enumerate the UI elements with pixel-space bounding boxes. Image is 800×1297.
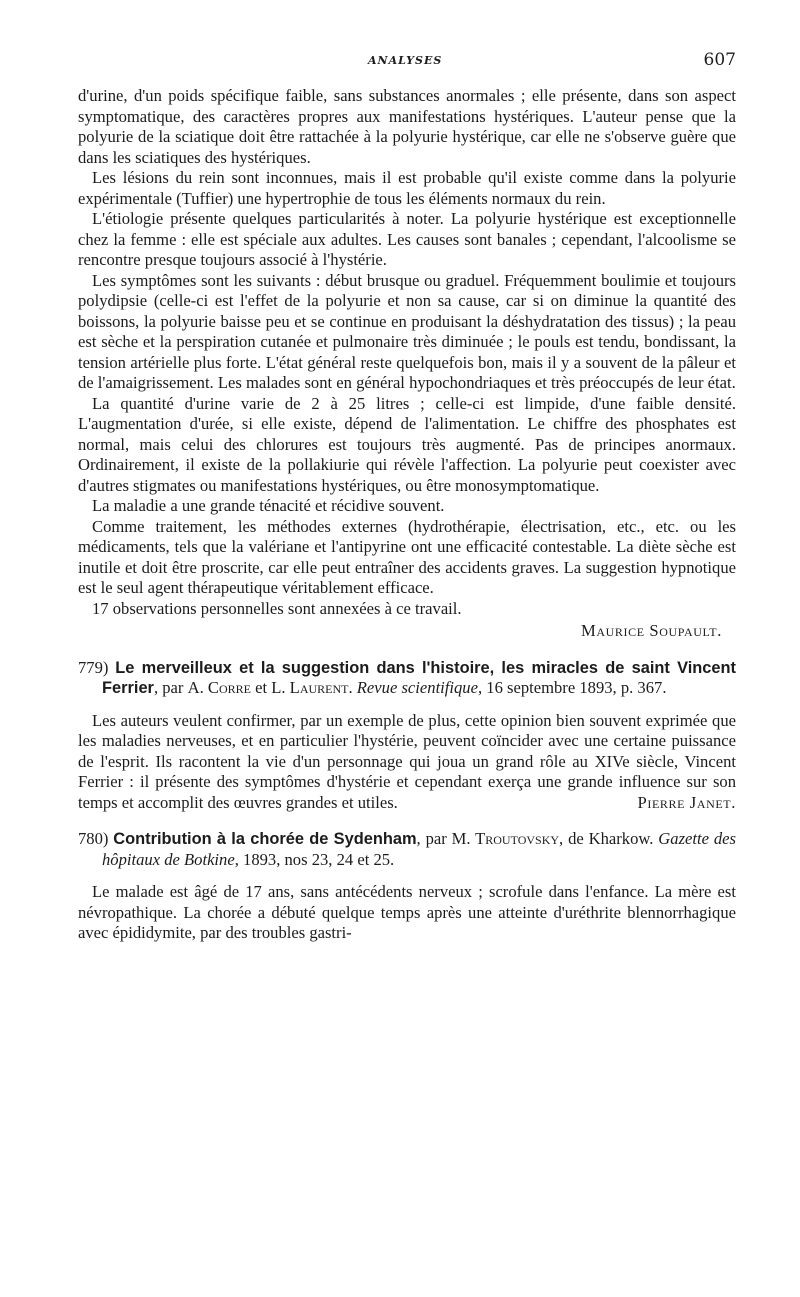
article-author: L. Laurent. (271, 678, 353, 697)
article-title: Le merveilleux et la suggestion dans l'histoire, les miracles de saint Vincent Ferrier (102, 658, 736, 697)
paragraph: Le malade est âgé de 17 ans, sans antécédents nerveux ; scrofule dans l'enfance. La mère est névropathique. La chorée a débuté quelque temps après une atteinte d'uréthrite blennorrhagique avec épididymite, par des troubles gastri- (78, 882, 736, 942)
page-number: 607 (703, 50, 736, 70)
paragraph: Les symptômes sont les suivants : début brusque ou graduel. Fréquemment boulimie et toujours polydipsie (celle-ci est l'effet de la polyurie et non sa cause, car si on diminue la quantité des boissons, la polyurie baisse peu et se continue en produisant la déshydratation des tissus) ; la peau est sèche et la perspiration cutanée et pulmonaire très diminuée ; le pouls est tendu, bondissant, la tension artérielle plus forte. L'état général reste quelquefois bon, mais il y a souvent de la pâleur et de l'amaigrissement. Les malades sont en général hypochondriaques et très préoccupés de leur état. (78, 270, 736, 392)
journal-title: Gazette des hôpitaux de Botkine (102, 829, 736, 869)
paragraph (78, 711, 736, 814)
article-author: A. Corre (187, 678, 251, 697)
journal-title: Revue scientifique (356, 678, 478, 697)
article-number: 779) (78, 657, 109, 677)
page-body (78, 86, 736, 944)
article-heading-779 (78, 658, 736, 699)
paragraph: Comme traitement, les méthodes externes (hydrothérapie, électrisation, etc., etc. ou les médicaments, tels que la valériane et l'antipyrine ont une efficacité contestable. La diète sèche est inutile et doit être proscrite, car elle peut entraîner des accidents graves. La suggestion hypnotique est le seul agent thérapeutique véritablement efficace. (78, 516, 736, 597)
paragraph: d'urine, d'un poids spécifique faible, sans substances anormales ; elle présente, dans son aspect symptomatique, des caractères propres aux manifestations hystériques. L'auteur pense que la polyurie de la sciatique doit être rattachée à la polyurie hystérique, car elle ne s'observe guère que dans les sciatiques des hystériques. (78, 86, 736, 167)
paragraph: La maladie a une grande ténacité et récidive souvent. (92, 496, 445, 515)
article-place: , de Kharkow. (559, 829, 654, 848)
article-date: , 1893, nos 23, 24 et 25. (234, 849, 395, 869)
page-header (78, 50, 736, 72)
article-date: , 16 septembre 1893, p. 367. (477, 678, 667, 697)
paragraph: Les lésions du rein sont inconnues, mais il est probable qu'il existe comme dans la polyurie expérimentale (Tuffier) une hypertrophie de tous les éléments normaux du rein. (78, 168, 736, 208)
article-title: Contribution à la chorée de Sydenham (113, 830, 417, 848)
article-body: Les auteurs veulent confirmer, par un exemple de plus, cette opinion bien souvent exprimée que les maladies nerveuses, et en particulier l'hystérie, peuvent coïncider avec une certaine puissance de l'esprit. Ils racontent la vie d'un personnage qui joua un grand rôle au XIVe siècle, Vincent Ferrier : il présente des symptômes d'hystérie et cependant exerça une grande influence sur son temps et accomplit des œuvres grandes et utiles. (78, 710, 736, 812)
article-number: 780) (78, 829, 109, 848)
running-title: ANALYSES (368, 54, 443, 67)
signature: Pierre Janet. (637, 792, 736, 812)
paragraph: La quantité d'urine varie de 2 à 25 litres ; celle-ci est limpide, d'une faible densité. L'augmentation d'urée, si elle existe, dépend de l'alimentation. Le chiffre des phosphates est normal, mais celui des chlorures est toujours très augmenté. Pas de principes anormaux. Ordinairement, il existe de la pollakiurie qui révèle l'affection. La polyurie peut coexister avec d'autres stigmates ou manifestations hystériques, ou être monosymptomatique. (78, 393, 736, 495)
article-heading-780 (78, 829, 736, 870)
article-by: , par (416, 829, 447, 848)
article-and: et (255, 678, 268, 697)
signature: Maurice Soupault. (581, 621, 722, 640)
paragraph: 17 observations personnelles sont annexées à ce travail. (92, 598, 462, 618)
article-author: M. Troutovsky (451, 829, 560, 848)
article-by: , par (153, 678, 184, 697)
paragraph: L'étiologie présente quelques particularités à noter. La polyurie hystérique est exceptionnelle chez la femme : elle est spéciale aux adultes. Les causes sont banales ; cependant, l'alcoolisme se rencontre presque toujours associé à l'hystérie. (78, 209, 736, 269)
